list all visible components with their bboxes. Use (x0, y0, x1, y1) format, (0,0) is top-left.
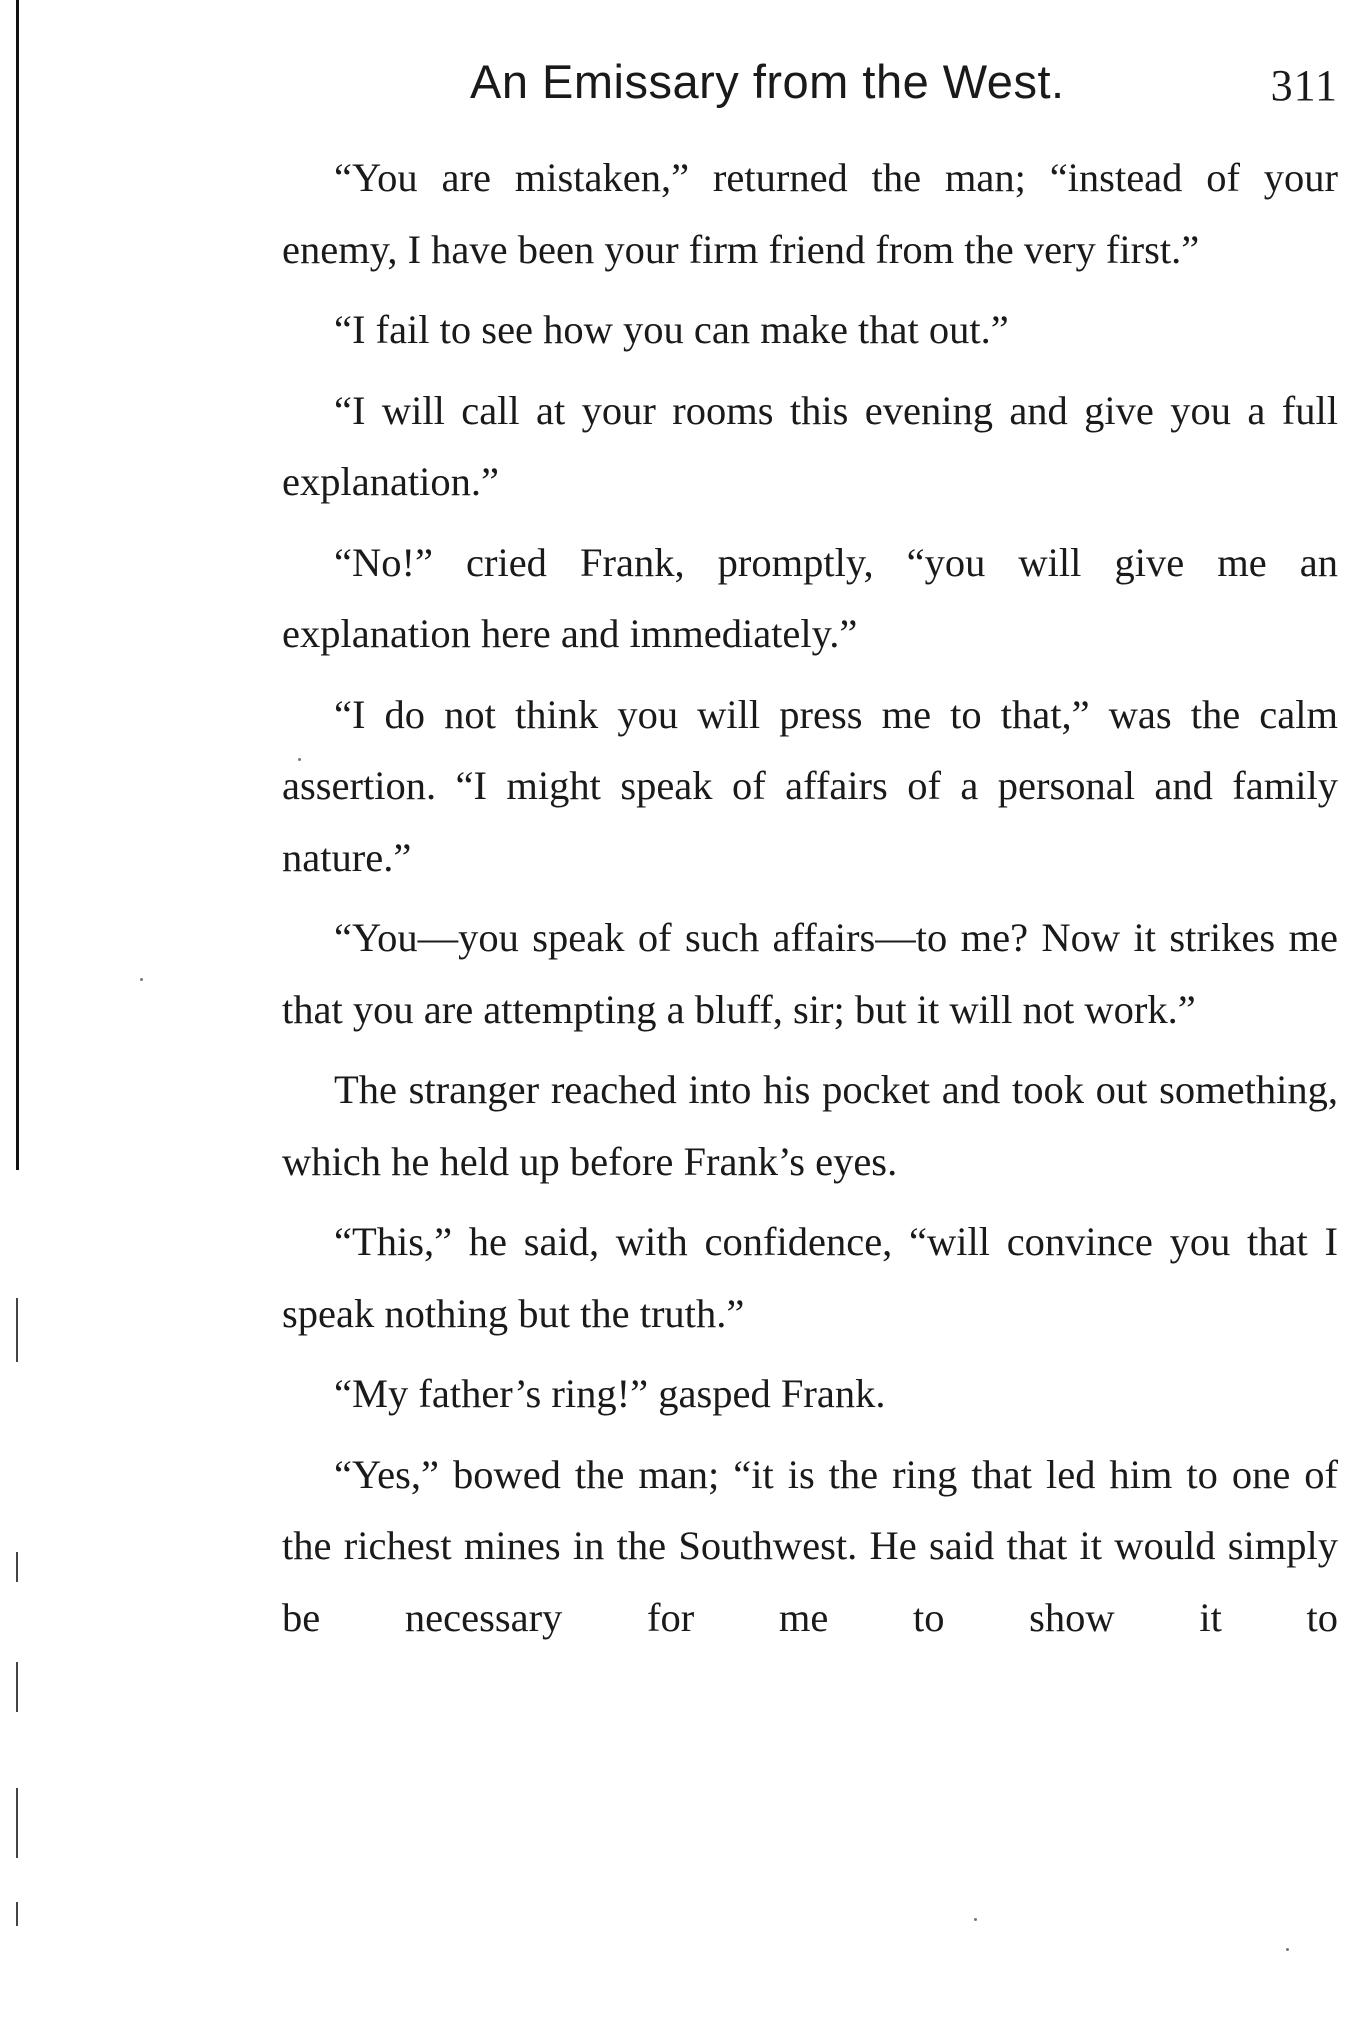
paper-speck (140, 978, 143, 981)
paragraph: “Yes,” bowed the man; “it is the ring that led him to one of the richest mines in the Southwest. He said that it would simply be necessary for me to show it to (282, 1451, 1338, 1640)
paragraph: The stranger reached into his pocket and took out something, which he held up before Frank’s eyes. (282, 1067, 1338, 1184)
paragraph: “My father’s ring!” gasped Frank. (334, 1371, 886, 1416)
paragraph: “I do not think you will press me to that,” was the calm assertion. “I might speak of affairs of a personal and family nature.” (282, 691, 1338, 880)
paragraph: “I fail to see how you can make that out.” (334, 307, 1009, 352)
binding-edge-mark (16, 1662, 18, 1712)
paper-speck (1286, 1948, 1289, 1951)
binding-edge-mark (16, 1788, 18, 1858)
running-header (470, 52, 1338, 112)
paragraph: “This,” he said, with confidence, “will convince you that I speak nothing but the truth.” (282, 1219, 1338, 1336)
running-title: An Emissary from the West. (470, 55, 1065, 108)
binding-edge-line (16, 0, 19, 1170)
binding-edge-mark (16, 1298, 18, 1362)
paper-speck (974, 1918, 977, 1921)
binding-edge-mark (16, 1552, 18, 1582)
body-text (282, 142, 1338, 1662)
paragraph: “No!” cried Frank, promptly, “you will give me an explanation here and immediately.” (282, 539, 1338, 656)
page-number: 311 (1270, 61, 1338, 110)
paragraph: “I will call at your rooms this evening and give you a full explanation.” (282, 387, 1338, 504)
paragraph: “You—you speak of such affairs—to me? Now it strikes me that you are attempting a bluff, sir; but it will not work.” (282, 915, 1338, 1032)
paragraph: “You are mistaken,” returned the man; “instead of your enemy, I have been your firm friend from the very first.” (282, 155, 1338, 272)
binding-edge-mark (16, 1902, 18, 1926)
